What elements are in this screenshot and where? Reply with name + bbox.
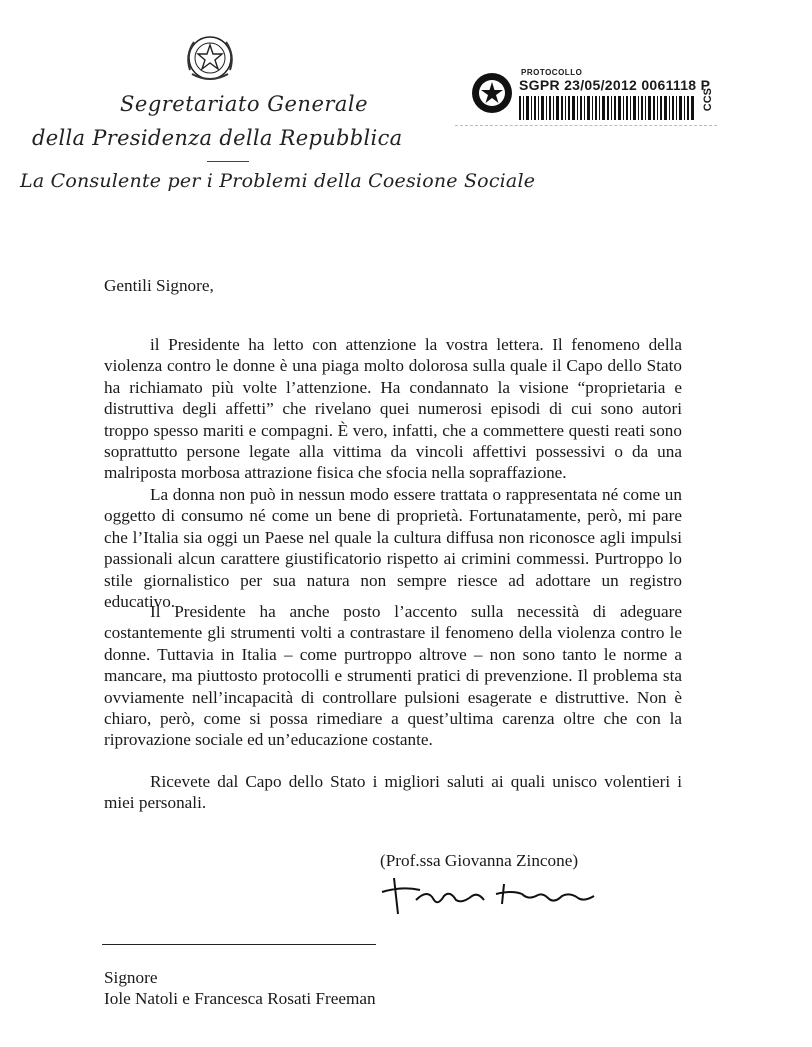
letterhead-presidency: della Presidenza della Repubblica	[32, 126, 403, 150]
recipient-names: Iole Natoli e Francesca Rosati Freeman	[104, 989, 376, 1008]
signatory-name: (Prof.ssa Giovanna Zincone)	[380, 851, 579, 870]
letter-paragraph-3: Il Presidente ha anche posto l’accento sulla necessità di adeguare costantemente gli strumenti volti a contrastare il fenomeno della violenza contro le donne. Tuttavia in Italia – come purtroppo altrove – non sono tanto le norme a mancare, ma piuttosto protocolli e strumenti pratici di prevenzione. Il problema sta ovviamente nell’incapacità di controllare pulsioni esagerate e distruttive. Non è chiaro, però, come si possa rimediare a quest’ultima carenza oltre che con la riprovazione sociale ed un’educazione costante.	[104, 602, 682, 750]
protocol-code: SGPR 23/05/2012 0061118 P	[519, 77, 711, 93]
protocol-stamp	[455, 68, 725, 130]
letter-salutation: Gentili Signore,	[104, 276, 214, 295]
letter-paragraph-1: il Presidente ha letto con attenzione la vostra lettera. Il fenomeno della violenza contro le donne è una piaga molto dolorosa sulla quale il Capo dello Stato ha richiamato più volte l’attenzione. Ha condannato la visione “proprietaria e distruttiva degli affetti” che rivelano quei numerosi episodi di cui sono autori troppo spesso mariti e compagni. È vero, infatti, che a commettere questi reati sono soprattutto persone legate alla vittima da vincoli affettivi possessivi o da una malriposta morbosa attrazione fisica che sfocia nella sopraffazione.	[104, 335, 682, 483]
letterhead-divider	[207, 161, 249, 162]
protocol-office-code: CCS	[702, 88, 714, 112]
protocol-label: PROTOCOLLO	[521, 68, 583, 77]
letterhead-secretariat: Segretariato Generale	[120, 92, 369, 116]
republic-emblem-icon	[180, 30, 240, 90]
letter-paragraph-2: La donna non può in nessun modo essere trattata o rappresentata né come un oggetto di consumo né come un bene di proprietà. Fortunatamente, però, mi pare che l’Italia sia oggi un Paese nel quale la cultura diffusa non riconosce agli impulsi passionali alcun carattere giustificatorio rispetto ai crimini commessi. Purtroppo lo stile giornalistico per sua natura non sempre riesce ad adottare un registro educativo.	[104, 485, 682, 612]
letterhead-consultant: La Consulente per i Problemi della Coesione Sociale	[20, 170, 536, 192]
protocol-perforation	[455, 125, 717, 126]
footer-divider	[102, 944, 376, 945]
recipient-salutation: Signore	[104, 968, 158, 987]
barcode-icon	[519, 96, 694, 120]
handwritten-signature	[372, 870, 602, 918]
letter-paragraph-4: Ricevete dal Capo dello Stato i migliori saluti ai quali unisco volentieri i miei personali.	[104, 772, 682, 813]
protocol-seal-icon	[469, 70, 515, 116]
